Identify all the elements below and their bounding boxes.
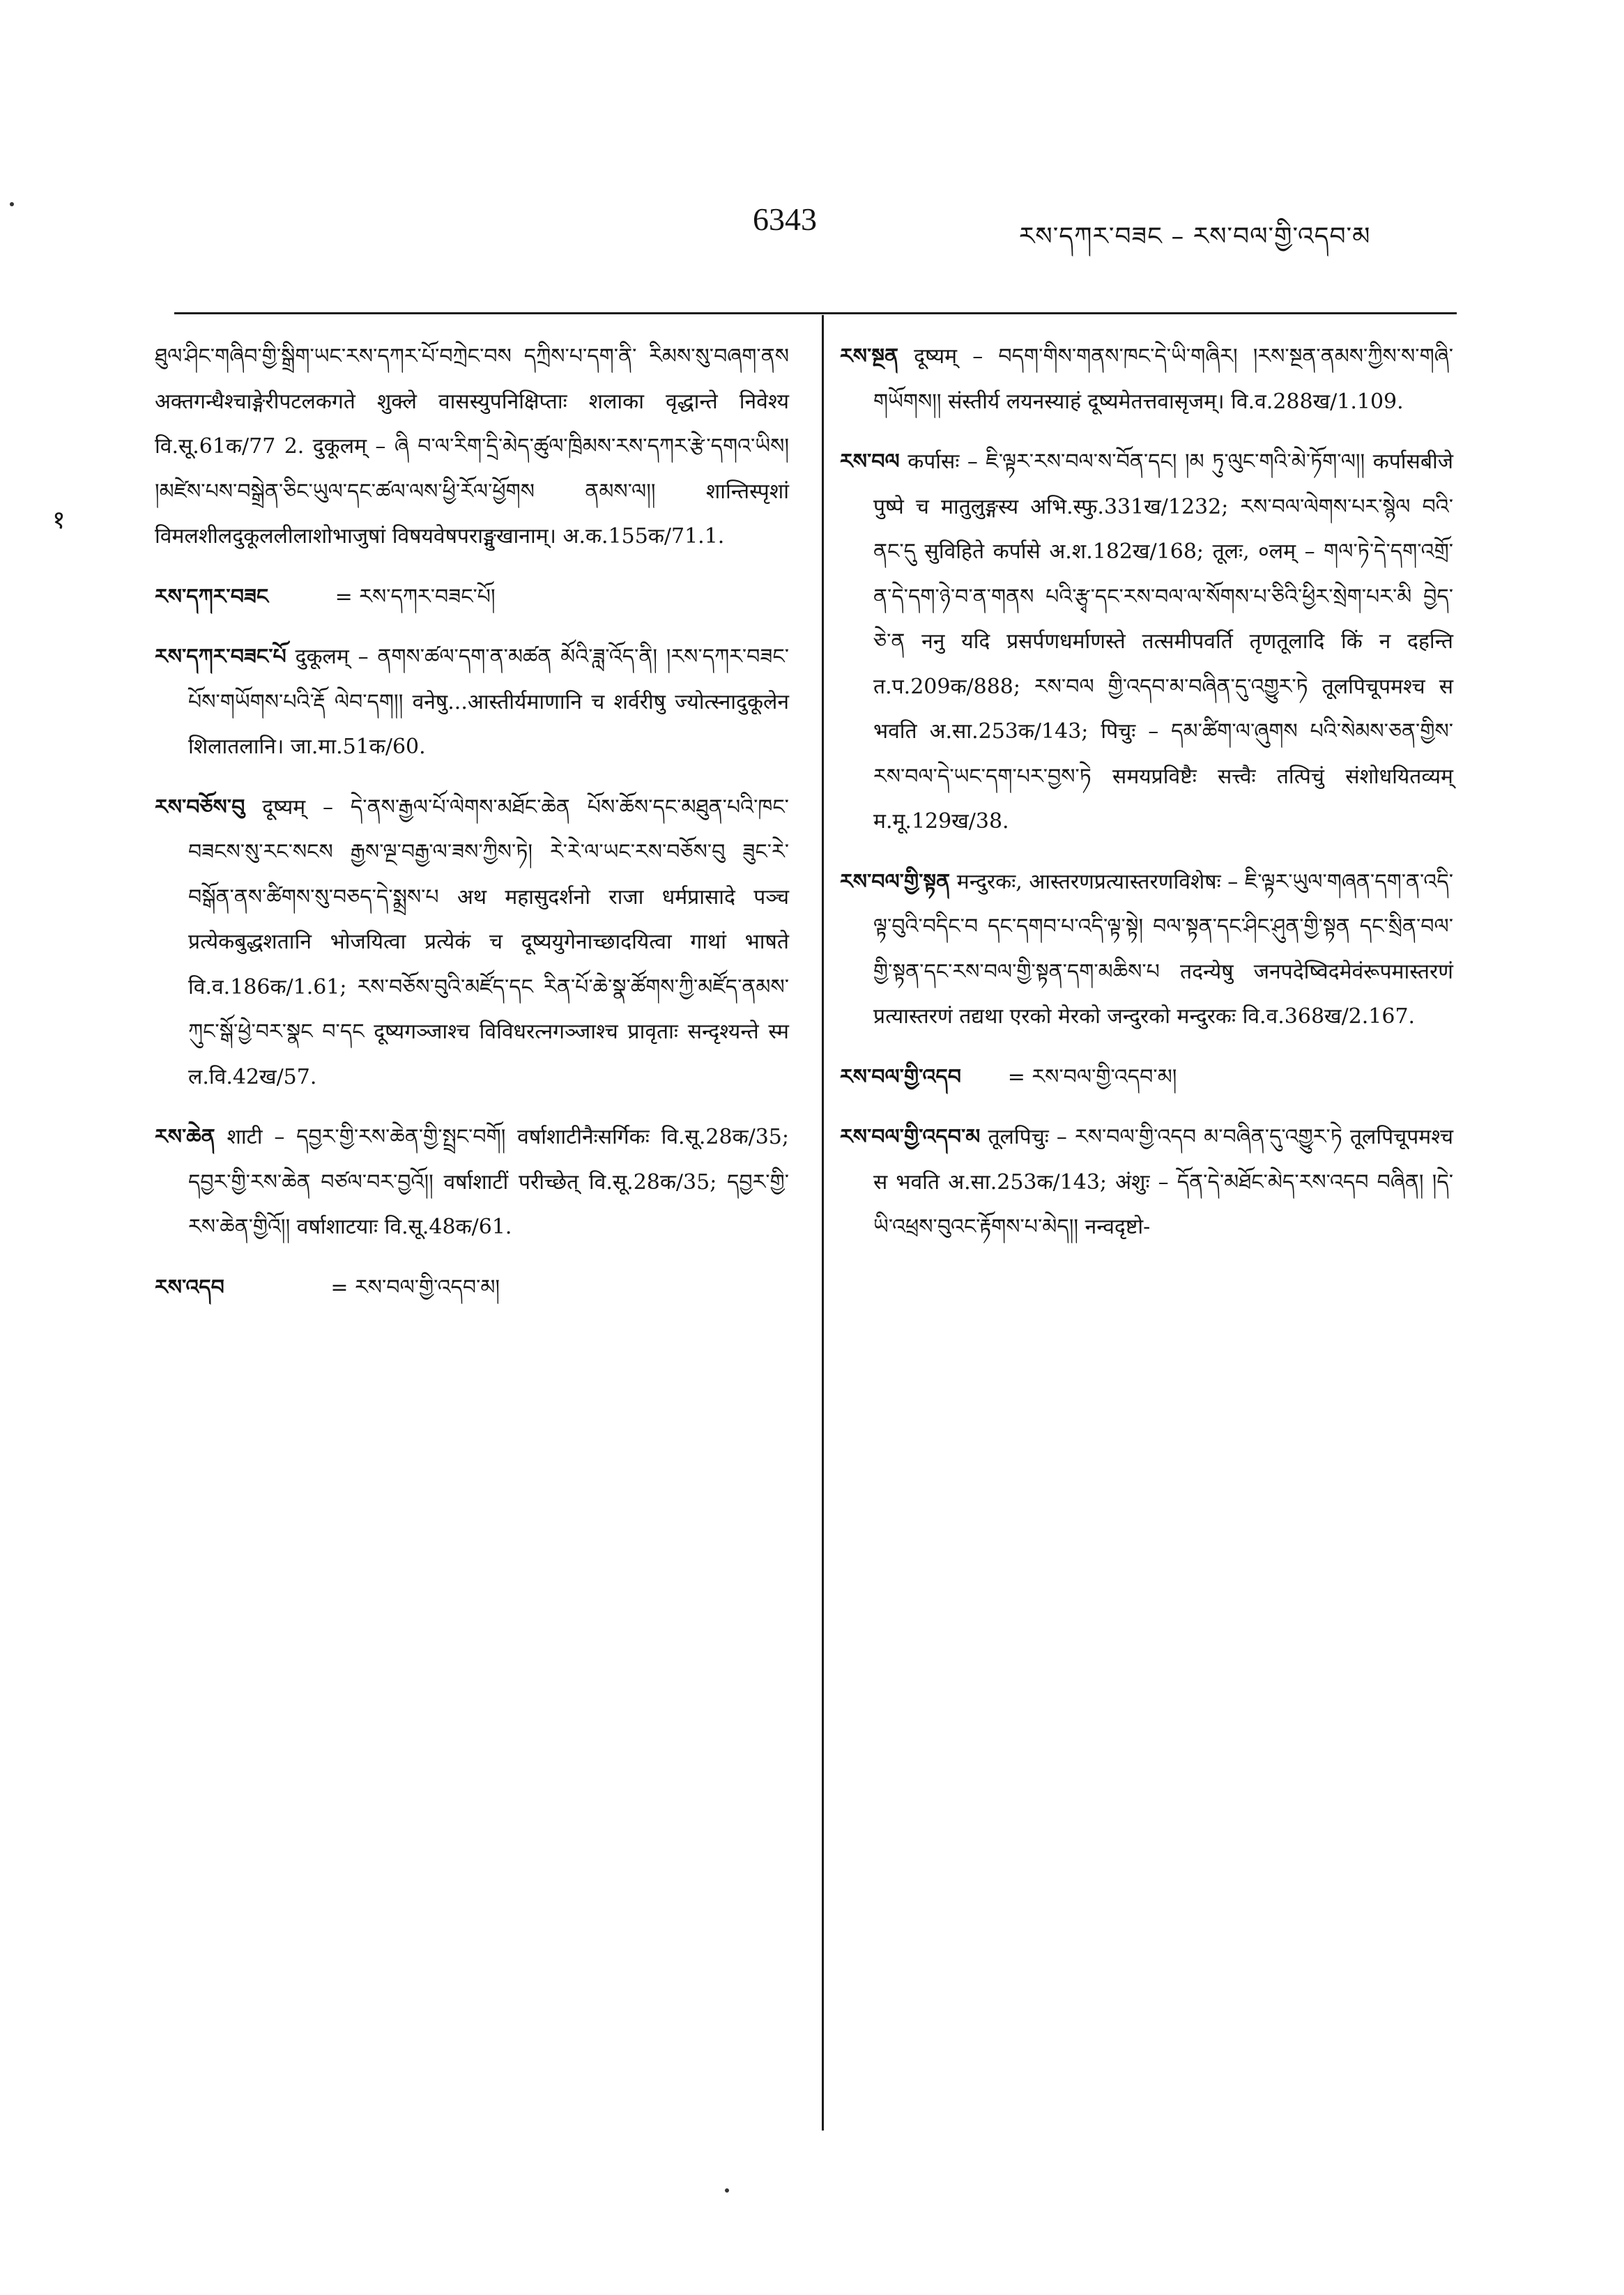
dictionary-entry — [155, 635, 789, 770]
running-head: རས་དཀར་བཟང – རས་བལ་གྱི་འདབ་མ — [1019, 222, 1371, 251]
entry-headword: རས་སྔན — [840, 344, 898, 369]
entry-headword: རས་ཆེན — [155, 1125, 215, 1149]
column-divider — [822, 315, 824, 2131]
dictionary-entry — [840, 335, 1453, 424]
dictionary-entry — [840, 860, 1453, 1040]
stray-dot — [10, 202, 14, 206]
entry-headword: རས་བལ་གྱི་འདབ — [840, 1064, 961, 1089]
page-number: 6343 — [753, 201, 817, 237]
entry-text: = རས་དཀར་བཟང་པོ། — [335, 584, 496, 609]
dictionary-entry — [840, 1055, 1453, 1100]
dictionary-entry — [840, 440, 1453, 845]
entry-text: शाटी – དབྱར་གྱི་རས་ཆེན་གྱི་སྤྲང་བགོ། वर्षाशाटीनैःसर्गिकः वि.सू.28क/35; དབྱར་གྱི་རས་ཆེན བཙལ་བར་བྱའོ།། वर्षाशाटीं परीच्छेत् वि.सू.28क/35; དབྱར་གྱི་རས་ཆེན་གྱིའོ།། वर्षाशाटयाः वि.सू.48क/61. — [188, 1125, 789, 1239]
dictionary-entry — [840, 1115, 1453, 1250]
entry-text: दूष्यम् – བདག་གིས་གནས་ཁང་དེ་ཡི་གཞིར། །རས་སྔན་ནམས་ཀྱིས་ས་གཞི་གཡོགས།། संस्तीर्य लयनस्याहं दूष्यमेतत्तवासृजम्। वि.व.288ख/1.109. — [873, 344, 1453, 414]
entry-headword: རས་དཀར་བཟང་པོ — [155, 645, 286, 669]
margin-mark: १ — [52, 506, 66, 535]
right-column — [840, 335, 1453, 1266]
dictionary-entry — [155, 1115, 789, 1250]
entry-headword: རས་འདབ — [155, 1275, 224, 1300]
entry-headword: རས་བལ་གྱི་སྟན — [840, 869, 951, 894]
entry-text: तूलपिचुः – རས་བལ་གྱི་འདབ མ་བཞིན་དུ་འགྱུར་ཏེ तूलपिचूपमश्च स भवति अ.सा.253क/143; अंशुः – དོན་དེ་མཐོང་མེད་རས་འདབ བཞིན། །དེ་ཡི་འཕྲས་བུའང་རྟོགས་པ་མེད།། नन्वदृष्टो- — [873, 1125, 1453, 1239]
entry-text: ཐུལ་ཤིང་གཞིབ་གྱི་སྒྲིག་ཡང་རས་དཀར་པོ་བཀྲེང་བས དཀྲིས་པ་དག་ནི་ རིམས་སུ་བཞག་ནས अक्तगन्धैश्चाङ्गेरीपटलकगते शुक्ले वासस्युपनिक्षिप्ताः शलाका वृद्धान्ते निवेश्य वि.सू.61क/77 2. दुकूलम् – ཞི བ་ལ་རིག་དྲི་མེད་ཚུལ་ཁྲིམས་རས་དཀར་རྩེ་དགའ་ཡིས། །མཛེས་པས་བསྒྲེན་ཅིང་ཡུལ་དང་ཚལ་ལས་ཕྱི་རོལ་ཕྱོགས ནམས་ལ།། शान्तिस्पृशां विमलशीलदुकूललीलाशोभाजुषां विषयवेषपराङ्मुखानाम्। अ.क.155क/71.1. — [155, 344, 789, 548]
header-rule — [174, 312, 1457, 314]
entry-text: दूष्यम् – དེ་ནས་རྒྱལ་པོ་ལེགས་མཐོང་ཆེན པོས་ཆོས་དང་མཐུན་པའི་ཁང་བཟངས་སུ་རང་སངས རྒྱས་ལྔ་བརྒྱ་ལ་ཟས་ཀྱིས་ཏེ། རེ་རེ་ལ་ཡང་རས་བཅོས་བུ ཟུང་རེ་བསྒོན་ནས་ཚིགས་སུ་བཅད་དེ་སྨྲས་པ अथ महासुदर्शनो राजा धर्मप्रासादे पञ्च प्रत्येकबुद्धशतानि भोजयित्वा प्रत्येकं च दूष्ययुगेनाच्छादयित्वा गाथां भाषते वि.व.186क/1.61; རས་བཅོས་བུའི་མཛོད་དང རིན་པོ་ཆེ་སྣ་ཚོགས་ཀྱི་མཛོད་ནམས་ཀུང་སྒོ་ཕྱེ་བར་སྣང བ་དང दूष्यगञ्जाश्च विविधरत्नगञ्जाश्च प्रावृताः सन्दृश्यन्ते स्म ल.वि.42ख/57. — [188, 795, 789, 1089]
entry-text: = རས་བལ་གྱི་འདབ་མ། — [330, 1275, 500, 1300]
entry-headword: རས་བཅོས་བུ — [155, 795, 245, 820]
entry-headword: རས་བལ — [840, 450, 900, 474]
left-column — [155, 335, 789, 1326]
dictionary-entry — [155, 575, 789, 620]
entry-text: कर्पासः – ཇི་ལྟར་རས་བལ་ས་བོན་དང། །མ ཏུ་ལུང་གའི་མེ་ཏོག་ལ།། कर्पासबीजे पुष्पे च मातुलुङ्गस्य अभि.स्फु.331ख/1232; རས་བལ་ལེགས་པར་སྙེལ བའི་ནང་དུ सुविहिते कर्पासे अ.श.182ख/168; तूलः, ०लम् – གལ་ཏེ་དེ་དག་འགྲོ་ན་དེ་དག་ཉེ་བ་ན་གནས པའི་རྩྭ་དང་རས་བལ་ལ་སོགས་པ་ཅིའི་ཕྱིར་སྲེག་པར་མི བྱེད་ཅེ་ན ननु यदि प्रसर्पणधर्माणस्ते तत्समीपवर्ति तृणतूलादि किं न दहन्ति त.प.209क/888; རས་བལ གྱི་འདབ་མ་བཞིན་དུ་འགྱུར་ཏེ तूलपिचूपमश्च स भवति अ.सा.253क/143; पिचुः – དམ་ཚིག་ལ་ཞུགས པའི་སེམས་ཅན་གྱིས་རས་བལ་དེ་ཡང་དག་པར་བྱས་ཏེ समयप्रविष्टैः सत्त्वैः तत्पिचुं संशोधयितव्यम् म.मू.129ख/38. — [873, 450, 1453, 834]
entry-text: मन्दुरकः, आस्तरणप्रत्यास्तरणविशेषः – ཇི་ལྟར་ཡུལ་གཞན་དག་ན་འདི་ལྟ་བུའི་བདིང་བ དང་དགབ་པ་འདི་ལྟ་སྟེ། བལ་སྟན་དང་ཤིང་ཤུན་གྱི་སྟན དང་སྲིན་བལ་གྱི་སྟན་དང་རས་བལ་གྱི་སྟན་དག་མཆིས་པ तदन्येषु जनपदेष्विदमेवंरूपमास्तरणं प्रत्यास्तरणं तद्यथा एरको मेरको जन्दुरको मन्दुरकः वि.व.368ख/2.167. — [873, 869, 1453, 1029]
dictionary-entry — [155, 785, 789, 1100]
entry-text: दुकूलम् – ནགས་ཚལ་དག་ན་མཚན མོའི་ཟླ་འོད་ནི། །རས་དཀར་བཟང་པོས་གཡོགས་པའི་རྡོ ལེབ་དག།། वनेषु...आस्तीर्यमाणानि च शर्वरीषु ज्योत्स्नादुकूलेन शिलातलानि। जा.मा.51क/60. — [188, 645, 789, 759]
stray-dot — [725, 2188, 729, 2193]
dictionary-entry — [155, 335, 789, 560]
entry-headword: རས་དཀར་བཟང — [155, 584, 269, 609]
entry-headword: རས་བལ་གྱི་འདབ་མ — [840, 1125, 981, 1149]
dictionary-entry — [155, 1266, 789, 1311]
entry-text: = རས་བལ་གྱི་འདབ་མ། — [1007, 1064, 1177, 1089]
